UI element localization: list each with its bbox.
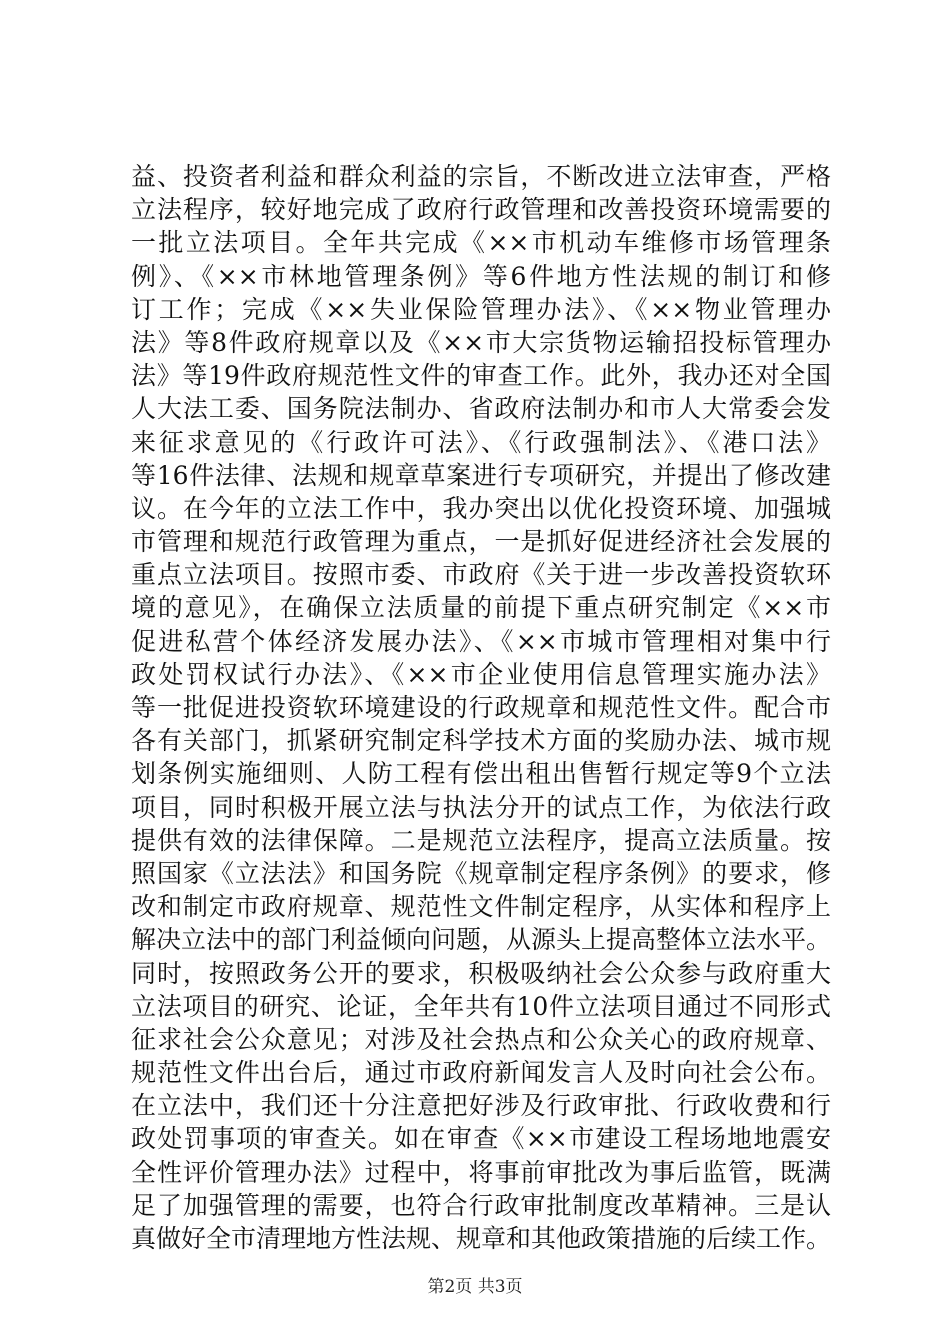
text-line: 在立法中，我们还十分注意把好涉及行政审批、行政收费和行 [131,1091,831,1121]
text-line: 照国家《立法法》和国务院《规章制定程序条例》的要求，修 [131,858,831,888]
text-line: 等一批促进投资软环境建设的行政规章和规范性文件。配合市 [131,693,831,722]
text-line: 来征求意见的《行政许可法》、《行政强制法》、《港口法》 [131,427,831,457]
text-line: 订工作；完成《××失业保险管理办法》、《××物业管理办 [131,294,831,324]
text-line: 益、投资者利益和群众利益的宗旨，不断改进立法审查，严格 [131,162,831,191]
text-line: 一批立法项目。全年共完成《××市机动车维修市场管理条 [131,228,831,258]
text-line: 市管理和规范行政管理为重点，一是抓好促进经济社会发展的 [131,527,831,557]
text-line: 全性评价管理办法》过程中，将事前审批改为事后监管，既满 [131,1157,831,1187]
text-line: 征求社会公众意见；对涉及社会热点和公众关心的政府规章、 [131,1024,831,1054]
text-line: 等16件法律、法规和规章草案进行专项研究，并提出了修改建 [131,460,831,490]
text-line: 促进私营个体经济发展办法》、《××市城市管理相对集中行 [131,626,831,656]
text-line: 项目，同时积极开展立法与执法分开的试点工作，为依法行政 [131,792,831,822]
text-line: 议。在今年的立法工作中，我办突出以优化投资环境、加强城 [131,493,831,523]
text-line: 划条例实施细则、人防工程有偿出租出售暂行规定等9个立法 [131,759,831,789]
text-line: 规范性文件出台后，通过市政府新闻发言人及时向社会公布。 [131,1058,831,1088]
page-footer: 第2页 共3页 [427,1277,523,1297]
text-line: 提供有效的法律保障。二是规范立法程序，提高立法质量。按 [131,825,831,855]
text-line: 立法程序，较好地完成了政府行政管理和改善投资环境需要的 [131,195,831,225]
text-line: 政处罚权试行办法》、《××市企业使用信息管理实施办法》 [131,659,831,689]
text-line: 各有关部门，抓紧研究制定科学技术方面的奖励办法、城市规 [131,726,831,756]
text-line: 境的意见》，在确保立法质量的前提下重点研究制定《××市 [131,593,831,623]
text-line: 同时，按照政务公开的要求，积极吸纳社会公众参与政府重大 [131,958,831,988]
text-line: 解决立法中的部门利益倾向问题，从源头上提高整体立法水平。 [131,925,831,955]
body-text [131,160,831,1255]
text-line: 足了加强管理的需要，也符合行政审批制度改革精神。三是认 [131,1190,831,1220]
text-line: 人大法工委、国务院法制办、省政府法制办和市人大常委会发 [131,394,831,424]
text-line: 政处罚事项的审查关。如在审查《××市建设工程场地地震安 [131,1124,831,1154]
text-line: 立法项目的研究、论证，全年共有10件立法项目通过不同形式 [131,991,831,1021]
text-line: 例》、《××市林地管理条例》等6件地方性法规的制订和修 [131,261,831,291]
text-line: 重点立法项目。按照市委、市政府《关于进一步改善投资软环 [131,560,831,590]
text-line: 法》等8件政府规章以及《××市大宗货物运输招投标管理办 [131,327,831,357]
text-line: 改和制定市政府规章、规范性文件制定程序，从实体和程序上 [131,892,831,922]
text-line: 真做好全市清理地方性法规、规章和其他政策措施的后续工作。 [131,1224,831,1253]
text-line: 法》等19件政府规范性文件的审查工作。此外，我办还对全国 [131,361,831,391]
